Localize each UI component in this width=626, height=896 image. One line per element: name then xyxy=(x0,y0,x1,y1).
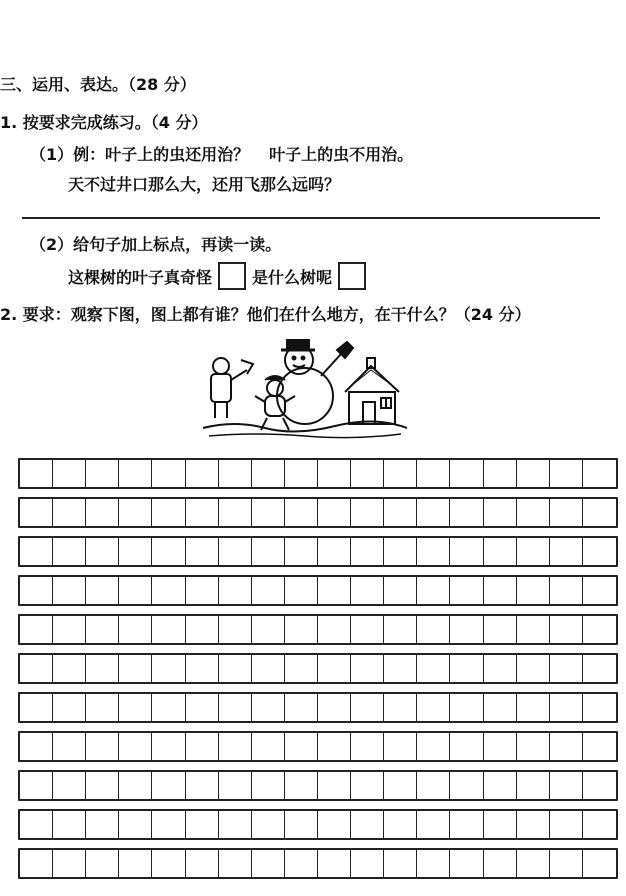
grid-cell[interactable] xyxy=(517,655,550,682)
grid-cell[interactable] xyxy=(86,811,119,838)
grid-cell[interactable] xyxy=(583,499,616,526)
grid-cell[interactable] xyxy=(219,577,252,604)
grid-cell[interactable] xyxy=(152,499,185,526)
grid-cell[interactable] xyxy=(550,616,583,643)
grid-cell[interactable] xyxy=(351,733,384,760)
grid-cell[interactable] xyxy=(152,772,185,799)
grid-cell[interactable] xyxy=(119,655,152,682)
grid-cell[interactable] xyxy=(285,616,318,643)
grid-cell[interactable] xyxy=(550,811,583,838)
grid-cell[interactable] xyxy=(86,499,119,526)
grid-cell[interactable] xyxy=(318,460,351,487)
grid-cell[interactable] xyxy=(252,460,285,487)
grid-cell[interactable] xyxy=(186,694,219,721)
grid-cell[interactable] xyxy=(384,499,417,526)
grid-cell[interactable] xyxy=(285,811,318,838)
grid-cell[interactable] xyxy=(219,538,252,565)
grid-cell[interactable] xyxy=(285,655,318,682)
grid-cell[interactable] xyxy=(219,655,252,682)
grid-cell[interactable] xyxy=(252,655,285,682)
grid-row xyxy=(18,770,618,801)
grid-cell[interactable] xyxy=(384,694,417,721)
grid-cell[interactable] xyxy=(351,772,384,799)
grid-cell[interactable] xyxy=(252,499,285,526)
grid-cell[interactable] xyxy=(384,577,417,604)
grid-cell[interactable] xyxy=(119,772,152,799)
grid-cell[interactable] xyxy=(484,811,517,838)
grid-cell[interactable] xyxy=(318,499,351,526)
grid-cell[interactable] xyxy=(384,811,417,838)
grid-cell[interactable] xyxy=(152,811,185,838)
example-question: 叶子上的虫还用治？ xyxy=(105,145,250,164)
grid-cell[interactable] xyxy=(351,499,384,526)
grid-cell[interactable] xyxy=(252,616,285,643)
grid-cell[interactable] xyxy=(550,499,583,526)
rewrite-task-sentence: 天不过井口那么大，还用飞那么远吗？ xyxy=(68,175,341,194)
grid-cell[interactable] xyxy=(285,499,318,526)
grid-cell[interactable] xyxy=(53,460,86,487)
grid-cell[interactable] xyxy=(119,499,152,526)
grid-row xyxy=(18,653,618,684)
grid-cell[interactable] xyxy=(219,811,252,838)
grid-cell[interactable] xyxy=(119,733,152,760)
grid-cell[interactable] xyxy=(86,616,119,643)
grid-cell[interactable] xyxy=(119,460,152,487)
grid-cell[interactable] xyxy=(417,460,450,487)
grid-cell[interactable] xyxy=(285,577,318,604)
grid-cell[interactable] xyxy=(484,616,517,643)
question-1-part-1 xyxy=(30,142,413,165)
grid-cell[interactable] xyxy=(517,538,550,565)
grid-cell[interactable] xyxy=(351,811,384,838)
grid-cell[interactable] xyxy=(550,655,583,682)
grid-cell[interactable] xyxy=(517,460,550,487)
grid-cell[interactable] xyxy=(53,655,86,682)
grid-cell[interactable] xyxy=(152,538,185,565)
grid-cell[interactable] xyxy=(186,538,219,565)
grid-cell[interactable] xyxy=(450,538,483,565)
grid-cell[interactable] xyxy=(53,850,86,877)
grid-cell[interactable] xyxy=(550,694,583,721)
grid-cell[interactable] xyxy=(318,772,351,799)
grid-cell[interactable] xyxy=(53,577,86,604)
grid-cell[interactable] xyxy=(152,850,185,877)
grid-cell[interactable] xyxy=(583,616,616,643)
grid-cell[interactable] xyxy=(517,499,550,526)
grid-cell[interactable] xyxy=(186,460,219,487)
grid-cell[interactable] xyxy=(384,772,417,799)
grid-cell[interactable] xyxy=(20,850,53,877)
grid-cell[interactable] xyxy=(285,694,318,721)
grid-cell[interactable] xyxy=(119,811,152,838)
grid-cell[interactable] xyxy=(119,577,152,604)
grid-cell[interactable] xyxy=(417,655,450,682)
grid-cell[interactable] xyxy=(583,460,616,487)
grid-cell[interactable] xyxy=(417,850,450,877)
grid-cell[interactable] xyxy=(517,772,550,799)
grid-cell[interactable] xyxy=(20,616,53,643)
grid-cell[interactable] xyxy=(550,772,583,799)
writing-grid[interactable] xyxy=(18,458,618,887)
grid-cell[interactable] xyxy=(285,772,318,799)
grid-cell[interactable] xyxy=(351,538,384,565)
grid-cell[interactable] xyxy=(318,811,351,838)
sentence-2: 是什么树呢 xyxy=(252,267,333,287)
grid-cell[interactable] xyxy=(252,811,285,838)
grid-row xyxy=(18,731,618,762)
question-1-title: 1. 按要求完成练习。（4 分） xyxy=(0,113,208,132)
grid-cell[interactable] xyxy=(583,577,616,604)
grid-cell[interactable] xyxy=(450,655,483,682)
question-1-part-2: （2）给句子加上标点，再读一读。 xyxy=(30,235,282,254)
grid-cell[interactable] xyxy=(417,499,450,526)
grid-cell[interactable] xyxy=(252,733,285,760)
grid-cell[interactable] xyxy=(550,538,583,565)
grid-row xyxy=(18,848,618,879)
grid-cell[interactable] xyxy=(86,460,119,487)
grid-cell[interactable] xyxy=(550,577,583,604)
grid-cell[interactable] xyxy=(351,694,384,721)
grid-row xyxy=(18,614,618,645)
grid-cell[interactable] xyxy=(318,733,351,760)
grid-cell[interactable] xyxy=(583,811,616,838)
grid-cell[interactable] xyxy=(583,694,616,721)
grid-cell[interactable] xyxy=(53,772,86,799)
grid-cell[interactable] xyxy=(484,850,517,877)
grid-cell[interactable] xyxy=(186,772,219,799)
grid-cell[interactable] xyxy=(450,850,483,877)
grid-cell[interactable] xyxy=(219,694,252,721)
grid-cell[interactable] xyxy=(219,499,252,526)
grid-cell[interactable] xyxy=(417,616,450,643)
grid-cell[interactable] xyxy=(351,460,384,487)
grid-cell[interactable] xyxy=(152,460,185,487)
grid-cell[interactable] xyxy=(318,694,351,721)
grid-cell[interactable] xyxy=(318,616,351,643)
grid-cell[interactable] xyxy=(186,733,219,760)
grid-cell[interactable] xyxy=(484,733,517,760)
grid-cell[interactable] xyxy=(384,655,417,682)
grid-cell[interactable] xyxy=(152,616,185,643)
grid-cell[interactable] xyxy=(219,616,252,643)
grid-cell[interactable] xyxy=(318,538,351,565)
grid-cell[interactable] xyxy=(285,460,318,487)
grid-cell[interactable] xyxy=(517,811,550,838)
grid-cell[interactable] xyxy=(450,694,483,721)
grid-cell[interactable] xyxy=(252,577,285,604)
grid-cell[interactable] xyxy=(583,772,616,799)
grid-cell[interactable] xyxy=(20,772,53,799)
grid-cell[interactable] xyxy=(119,694,152,721)
grid-cell[interactable] xyxy=(583,850,616,877)
grid-cell[interactable] xyxy=(252,538,285,565)
grid-cell[interactable] xyxy=(351,577,384,604)
grid-cell[interactable] xyxy=(484,499,517,526)
grid-cell[interactable] xyxy=(186,655,219,682)
grid-cell[interactable] xyxy=(417,694,450,721)
grid-cell[interactable] xyxy=(484,772,517,799)
grid-cell[interactable] xyxy=(417,538,450,565)
grid-cell[interactable] xyxy=(152,655,185,682)
grid-cell[interactable] xyxy=(86,655,119,682)
grid-cell[interactable] xyxy=(517,850,550,877)
grid-cell[interactable] xyxy=(20,499,53,526)
grid-cell[interactable] xyxy=(86,538,119,565)
grid-cell[interactable] xyxy=(186,616,219,643)
grid-cell[interactable] xyxy=(450,772,483,799)
grid-cell[interactable] xyxy=(186,577,219,604)
grid-cell[interactable] xyxy=(219,772,252,799)
grid-row xyxy=(18,575,618,606)
grid-cell[interactable] xyxy=(417,577,450,604)
grid-cell[interactable] xyxy=(450,460,483,487)
grid-cell[interactable] xyxy=(20,694,53,721)
grid-cell[interactable] xyxy=(583,733,616,760)
grid-cell[interactable] xyxy=(384,616,417,643)
grid-cell[interactable] xyxy=(318,850,351,877)
grid-cell[interactable] xyxy=(53,538,86,565)
grid-cell[interactable] xyxy=(285,733,318,760)
sentence-1: 这棵树的叶子真奇怪 xyxy=(68,267,213,287)
grid-cell[interactable] xyxy=(219,460,252,487)
grid-cell[interactable] xyxy=(450,733,483,760)
grid-row xyxy=(18,536,618,567)
punctuation-box-1[interactable] xyxy=(218,262,246,290)
grid-cell[interactable] xyxy=(484,460,517,487)
grid-row xyxy=(18,692,618,723)
grid-cell[interactable] xyxy=(351,655,384,682)
punctuation-box-2[interactable] xyxy=(338,262,366,290)
grid-cell[interactable] xyxy=(86,772,119,799)
grid-cell[interactable] xyxy=(119,538,152,565)
grid-cell[interactable] xyxy=(219,733,252,760)
answer-line[interactable] xyxy=(22,217,600,219)
grid-cell[interactable] xyxy=(384,850,417,877)
grid-cell[interactable] xyxy=(252,850,285,877)
grid-cell[interactable] xyxy=(252,694,285,721)
grid-cell[interactable] xyxy=(152,694,185,721)
punctuation-sentence xyxy=(68,262,372,290)
grid-cell[interactable] xyxy=(86,850,119,877)
snowman-scene-illustration xyxy=(195,336,415,444)
grid-cell[interactable] xyxy=(583,538,616,565)
grid-cell[interactable] xyxy=(484,577,517,604)
grid-cell[interactable] xyxy=(152,577,185,604)
grid-cell[interactable] xyxy=(318,577,351,604)
grid-cell[interactable] xyxy=(53,733,86,760)
grid-cell[interactable] xyxy=(583,655,616,682)
grid-cell[interactable] xyxy=(285,850,318,877)
grid-cell[interactable] xyxy=(186,499,219,526)
grid-cell[interactable] xyxy=(517,733,550,760)
grid-cell[interactable] xyxy=(285,538,318,565)
grid-cell[interactable] xyxy=(53,616,86,643)
grid-cell[interactable] xyxy=(152,733,185,760)
question-2-title: 2. 要求：观察下图，图上都有谁？他们在什么地方，在干什么？（24 分） xyxy=(0,305,531,324)
grid-cell[interactable] xyxy=(517,694,550,721)
grid-cell[interactable] xyxy=(450,616,483,643)
grid-cell[interactable] xyxy=(384,538,417,565)
grid-cell[interactable] xyxy=(417,772,450,799)
grid-cell[interactable] xyxy=(517,577,550,604)
grid-cell[interactable] xyxy=(450,499,483,526)
grid-cell[interactable] xyxy=(384,733,417,760)
grid-row xyxy=(18,809,618,840)
grid-cell[interactable] xyxy=(53,694,86,721)
grid-cell[interactable] xyxy=(20,733,53,760)
grid-cell[interactable] xyxy=(351,850,384,877)
grid-cell[interactable] xyxy=(318,655,351,682)
grid-cell[interactable] xyxy=(384,460,417,487)
grid-cell[interactable] xyxy=(550,733,583,760)
grid-cell[interactable] xyxy=(417,733,450,760)
grid-cell[interactable] xyxy=(119,850,152,877)
grid-cell[interactable] xyxy=(550,460,583,487)
grid-cell[interactable] xyxy=(86,577,119,604)
part-1-label: （1）例： xyxy=(30,145,106,164)
grid-cell[interactable] xyxy=(20,811,53,838)
grid-cell[interactable] xyxy=(20,655,53,682)
example-answer: 叶子上的虫不用治。 xyxy=(269,145,414,164)
grid-row xyxy=(18,458,618,489)
grid-cell[interactable] xyxy=(417,811,450,838)
grid-cell[interactable] xyxy=(252,772,285,799)
grid-cell[interactable] xyxy=(484,655,517,682)
grid-row xyxy=(18,497,618,528)
grid-cell[interactable] xyxy=(86,694,119,721)
grid-cell[interactable] xyxy=(53,811,86,838)
grid-cell[interactable] xyxy=(484,694,517,721)
grid-cell[interactable] xyxy=(517,616,550,643)
grid-cell[interactable] xyxy=(450,577,483,604)
grid-cell[interactable] xyxy=(484,538,517,565)
grid-cell[interactable] xyxy=(86,733,119,760)
grid-cell[interactable] xyxy=(20,577,53,604)
grid-cell[interactable] xyxy=(550,850,583,877)
grid-cell[interactable] xyxy=(53,499,86,526)
grid-cell[interactable] xyxy=(219,850,252,877)
grid-cell[interactable] xyxy=(20,538,53,565)
section-title: 三、运用、表达。（28 分） xyxy=(0,75,196,94)
grid-cell[interactable] xyxy=(186,811,219,838)
grid-cell[interactable] xyxy=(351,616,384,643)
grid-cell[interactable] xyxy=(186,850,219,877)
grid-cell[interactable] xyxy=(20,460,53,487)
grid-cell[interactable] xyxy=(450,811,483,838)
grid-cell[interactable] xyxy=(119,616,152,643)
